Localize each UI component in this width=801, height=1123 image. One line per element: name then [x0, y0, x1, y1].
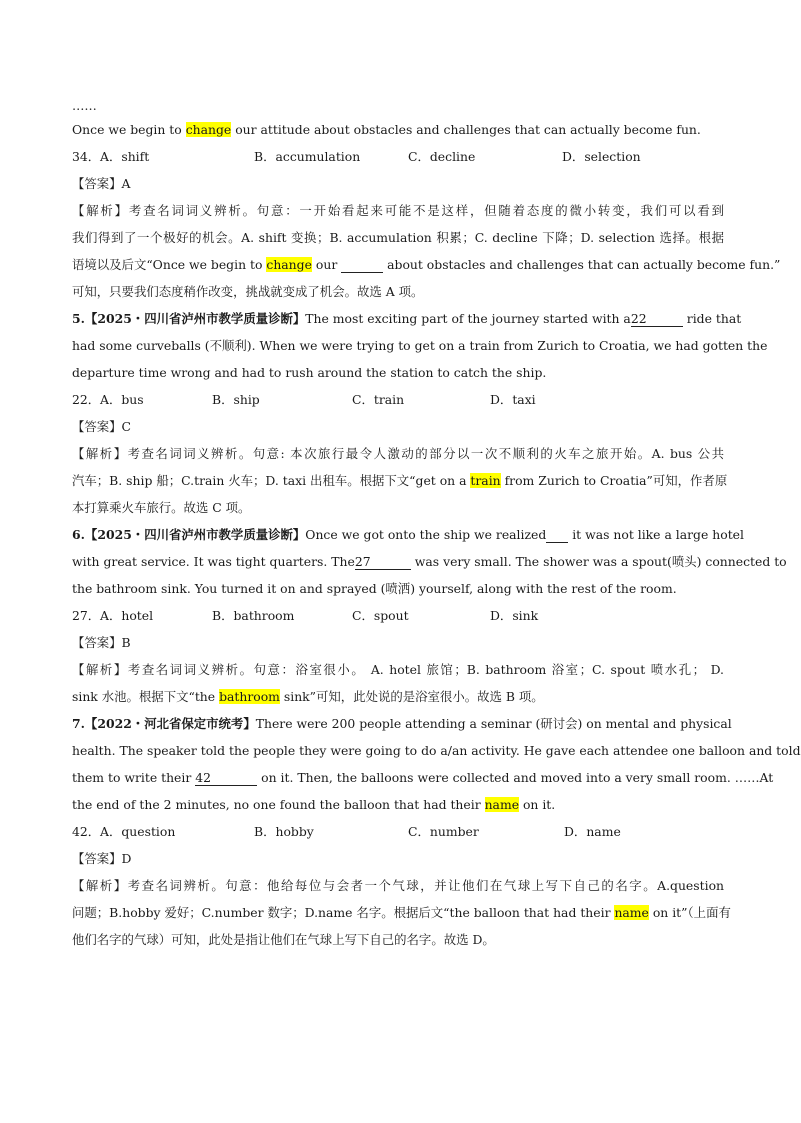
document-page	[72, 96, 801, 953]
source-heading: 6.【2025・四川省泸州市教学质量诊断】	[72, 527, 306, 542]
options-row	[72, 818, 724, 845]
analysis-line: 问题；B.hobby 爱好；C.number 数字；D.name 名字。根据后文“the balloon that had their name on it”（上面有	[72, 905, 731, 920]
ellipsis-text: ……	[72, 98, 97, 113]
analysis-line: 【解析】考查名词词义辨析。句意：浴室很小。 A. hotel 旅馆；B. bathroom 浴室；C. spout 喷水孔； D.	[72, 662, 724, 677]
options-row	[72, 386, 724, 413]
question-number: 22．	[72, 392, 101, 407]
option-a: A．hotel	[100, 608, 154, 623]
analysis-line: 【解析】考查名词词义辨析。句意: 本次旅行最令人激动的部分以一次不顺利的火车之旅开始。A. bus 公共	[72, 446, 725, 461]
passage-line: 5.【2025・四川省泸州市教学质量诊断】The most exciting part of the journey started with a22 ride that	[72, 311, 742, 326]
options-row	[72, 602, 724, 629]
answer-line: 【答案】B	[72, 635, 131, 650]
source-heading: 5.【2025・四川省泸州市教学质量诊断】	[72, 311, 306, 326]
option-c: C．decline	[408, 149, 476, 164]
option-c: C．train	[352, 392, 405, 407]
question-34	[72, 116, 781, 305]
source-heading: 7.【2022・河北省保定市统考】	[72, 716, 256, 731]
analysis-line: 我们得到了一个极好的机会。A. shift 变换；B. accumulation 积累；C. decline 下降；D. selection 选择。根据	[72, 230, 724, 245]
question-6	[72, 521, 787, 710]
options-row	[72, 143, 724, 170]
question-number: 34．	[72, 149, 101, 164]
analysis-line: 【解析】考查名词辨析。句意：他给每位与会者一个气球，并让他们在气球上写下自己的名字。A.question	[72, 878, 725, 893]
passage-line: 6.【2025・四川省泸州市教学质量诊断】Once we got onto the ship we realized it was not like a large hotel	[72, 527, 744, 542]
question-number: 42．	[72, 824, 101, 839]
option-b: B．hobby	[254, 824, 314, 839]
option-a: A．bus	[100, 392, 144, 407]
question-number: 27．	[72, 608, 101, 623]
analysis-line: 他们名字的气球）可知，此处是指让他们在气球上写下自己的名字。故选 D。	[72, 932, 495, 947]
option-c: C．spout	[352, 608, 409, 623]
passage-line: the end of the 2 minutes, no one found the balloon that had their name on it.	[72, 797, 556, 812]
option-b: B．ship	[212, 392, 260, 407]
passage-line: with great service. It was tight quarters. The27 was very small. The shower was a spout(喷头) connected to	[72, 554, 787, 569]
analysis-line: sink 水池。根据下文“the bathroom sink”可知，此处说的是浴室很小。故选 B 项。	[72, 689, 544, 704]
option-d: D．selection	[562, 149, 641, 164]
passage-line: Once we begin to change our attitude about obstacles and challenges that can actually become fun.	[72, 122, 701, 137]
passage-line: the bathroom sink. You turned it on and sprayed (喷洒) yourself, along with the rest of the room.	[72, 581, 677, 596]
passage-line: departure time wrong and had to rush around the station to catch the ship.	[72, 365, 547, 380]
analysis-line: 汽车；B. ship 船；C.train 火车；D. taxi 出租车。根据下文“get on a train from Zurich to Croatia”可知，作者原	[72, 473, 728, 488]
option-c: C．number	[408, 824, 479, 839]
question-5	[72, 305, 768, 521]
answer-line: 【答案】A	[72, 176, 131, 191]
blank: 42	[195, 771, 257, 786]
option-b: B．bathroom	[212, 608, 295, 623]
blank: 22	[631, 312, 683, 327]
option-d: D．sink	[490, 608, 539, 623]
passage-line: health. The speaker told the people they were going to do a/an activity. He gave each attendee one balloon and told	[72, 743, 801, 758]
passage-line: them to write their 42 on it. Then, the balloons were collected and moved into a very small room. ……At	[72, 770, 774, 785]
option-a: A．shift	[100, 149, 150, 164]
option-a: A．question	[100, 824, 176, 839]
passage-line: 7.【2022・河北省保定市统考】There were 200 people attending a seminar (研讨会) on mental and physical	[72, 716, 732, 731]
analysis-line: 可知，只要我们态度稍作改变，挑战就变成了机会。故选 A 项。	[72, 284, 424, 299]
option-b: B．accumulation	[254, 149, 361, 164]
analysis-line: 语境以及后文“Once we begin to change our about obstacles and challenges that can actually become fun.”	[72, 257, 781, 272]
answer-line: 【答案】C	[72, 419, 132, 434]
passage-line: had some curveballs (不顺利). When we were trying to get on a train from Zurich to Croatia, we had gotten the	[72, 338, 768, 353]
blank: 27	[355, 555, 411, 570]
analysis-line: 本打算乘火车旅行。故选 C 项。	[72, 500, 251, 515]
question-7	[72, 710, 801, 953]
option-d: D．name	[564, 824, 621, 839]
analysis-line: 【解析】考查名词词义辨析。句意：一开始看起来可能不是这样，但随着态度的微小转变，我们可以看到	[72, 203, 725, 218]
option-d: D．taxi	[490, 392, 536, 407]
answer-line: 【答案】D	[72, 851, 132, 866]
